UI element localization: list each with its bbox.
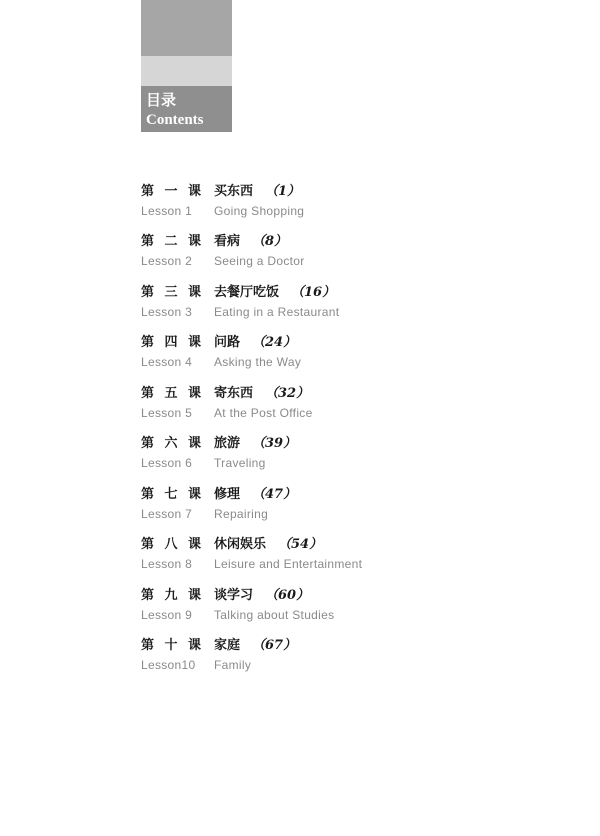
lesson-title-zh: 休闲娱乐 （54） bbox=[214, 537, 323, 552]
lesson-number-en: Lesson 7 bbox=[141, 507, 193, 521]
lesson-title-en: Going Shopping bbox=[214, 204, 305, 218]
header-band-top bbox=[141, 0, 232, 56]
toc-entry-lesson-8[interactable] bbox=[141, 535, 441, 575]
lesson-title-zh: 家庭 （67） bbox=[214, 638, 297, 653]
toc-entry-lesson-9[interactable] bbox=[141, 586, 441, 626]
lesson-number-zh: 第 五 课 bbox=[141, 386, 201, 401]
lesson-title-en: Leisure and Entertainment bbox=[214, 557, 363, 571]
lesson-title-zh: 寄东西 （32） bbox=[214, 386, 310, 401]
lesson-number-zh: 第 七 课 bbox=[141, 487, 201, 502]
lesson-number-en: Lesson10 bbox=[141, 658, 196, 672]
lesson-title-en: Repairing bbox=[214, 507, 269, 521]
lesson-title-en: At the Post Office bbox=[214, 406, 313, 420]
page-number: （16） bbox=[291, 285, 336, 300]
page-number: （1） bbox=[265, 184, 301, 199]
toc-entry-lesson-1[interactable] bbox=[141, 182, 441, 222]
page-number: （54） bbox=[278, 537, 323, 552]
lesson-number-en: Lesson 3 bbox=[141, 305, 193, 319]
lesson-title-zh: 旅游 （39） bbox=[214, 436, 297, 451]
page-number: （32） bbox=[265, 386, 310, 401]
toc-entry-lesson-5[interactable] bbox=[141, 384, 441, 424]
lesson-number-en: Lesson 1 bbox=[141, 204, 193, 218]
page-title-en: Contents bbox=[146, 112, 204, 128]
toc-entry-lesson-4[interactable] bbox=[141, 333, 441, 373]
page-number: （67） bbox=[252, 638, 297, 653]
lesson-number-zh: 第 三 课 bbox=[141, 285, 201, 300]
page-title-zh: 目录 bbox=[146, 91, 177, 109]
lesson-title-en: Asking the Way bbox=[214, 355, 302, 369]
lesson-number-en: Lesson 2 bbox=[141, 254, 193, 268]
lesson-title-zh: 买东西 （1） bbox=[214, 184, 301, 199]
lesson-number-en: Lesson 8 bbox=[141, 557, 193, 571]
lesson-number-zh: 第 十 课 bbox=[141, 638, 201, 653]
header-band-middle bbox=[141, 56, 232, 86]
toc-entry-lesson-10[interactable] bbox=[141, 636, 441, 676]
lesson-title-en: Talking about Studies bbox=[214, 608, 335, 622]
lesson-number-en: Lesson 6 bbox=[141, 456, 193, 470]
lesson-number-zh: 第 八 课 bbox=[141, 537, 201, 552]
lesson-title-zh: 问路 （24） bbox=[214, 335, 297, 350]
lesson-title-en: Eating in a Restaurant bbox=[214, 305, 340, 319]
page-number: （60） bbox=[265, 588, 310, 603]
lesson-number-zh: 第 九 课 bbox=[141, 588, 201, 603]
lesson-number-zh: 第 四 课 bbox=[141, 335, 201, 350]
lesson-title-en: Family bbox=[214, 658, 252, 672]
page-number: （8） bbox=[252, 234, 288, 249]
lesson-title-zh: 谈学习 （60） bbox=[214, 588, 310, 603]
toc-entry-lesson-6[interactable] bbox=[141, 434, 441, 474]
lesson-number-en: Lesson 4 bbox=[141, 355, 193, 369]
lesson-number-zh: 第 一 课 bbox=[141, 184, 201, 199]
lesson-title-zh: 去餐厅吃饭 （16） bbox=[214, 285, 336, 300]
page-number: （39） bbox=[252, 436, 297, 451]
lesson-title-zh: 修理 （47） bbox=[214, 487, 297, 502]
toc-entry-lesson-7[interactable] bbox=[141, 485, 441, 525]
lesson-title-zh: 看病 （8） bbox=[214, 234, 288, 249]
toc-entry-lesson-3[interactable] bbox=[141, 283, 441, 323]
lesson-number-zh: 第 二 课 bbox=[141, 234, 201, 249]
page-number: （24） bbox=[252, 335, 297, 350]
lesson-number-en: Lesson 5 bbox=[141, 406, 193, 420]
lesson-number-zh: 第 六 课 bbox=[141, 436, 201, 451]
lesson-title-en: Seeing a Doctor bbox=[214, 254, 305, 268]
lesson-title-en: Traveling bbox=[214, 456, 266, 470]
lesson-number-en: Lesson 9 bbox=[141, 608, 193, 622]
toc-entry-lesson-2[interactable] bbox=[141, 232, 441, 272]
page-number: （47） bbox=[252, 487, 297, 502]
contents-header-block bbox=[141, 0, 232, 132]
